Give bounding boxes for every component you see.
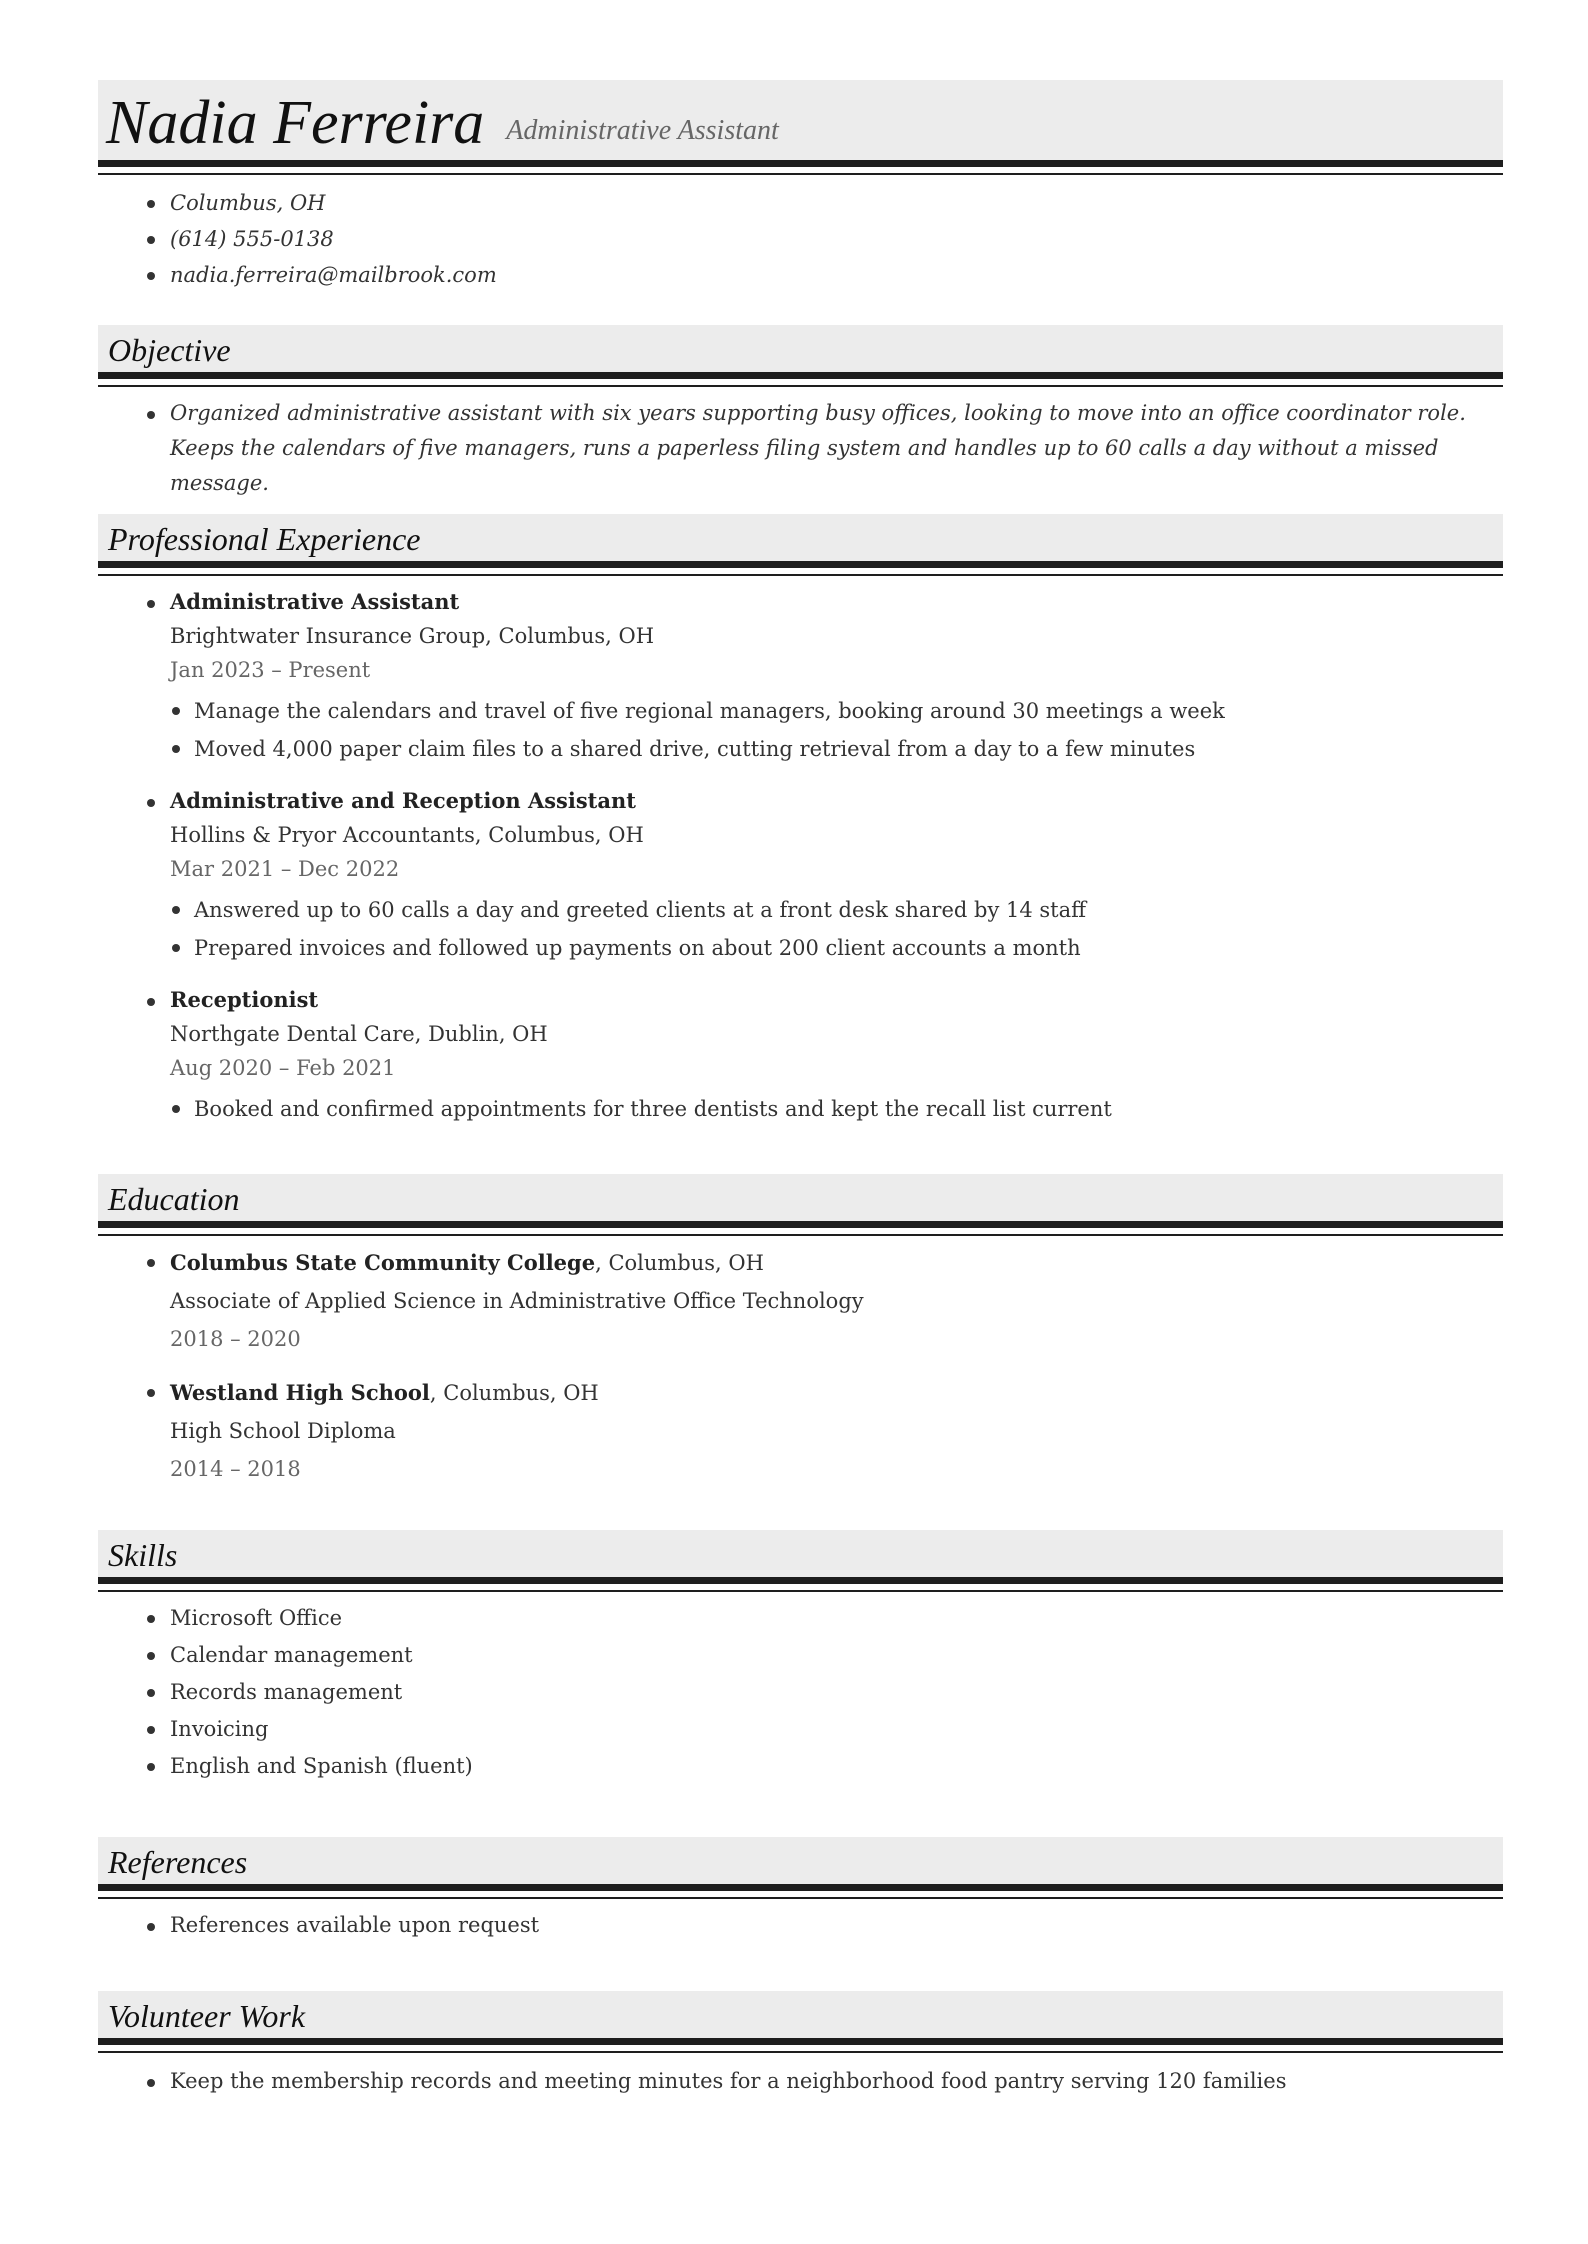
job-role: Receptionist <box>170 987 319 1012</box>
school-name: Columbus State Community College <box>170 1250 596 1275</box>
school-name: Westland High School <box>170 1380 430 1405</box>
objective-text: Organized administrative assistant with six years supporting busy offices, looking to move into an office coordinator role. Keeps the calendars of five managers, runs a paperless filing system and handles up to 60 calls a day without a missed message. <box>98 396 1503 501</box>
job-duty: Booked and confirmed appointments for three dentists and kept the recall list current <box>170 1090 1503 1128</box>
skill-item: Invoicing <box>98 1711 1503 1748</box>
volunteer-item: Keep the membership records and meeting minutes for a neighborhood food pantry serving 120 families <box>98 2064 1503 2098</box>
skills-heading: Skills <box>108 1537 178 1573</box>
job-duty: Moved 4,000 paper claim files to a shared drive, cutting retrieval from a day to a few minutes <box>170 730 1503 768</box>
contact-email: nadia.ferreira@mailbrook.com <box>98 257 1503 293</box>
references-heading: References <box>108 1844 248 1880</box>
skill-item: Calendar management <box>98 1637 1503 1674</box>
experience-list <box>98 585 1503 1144</box>
reference-item: References available upon request <box>98 1908 1503 1942</box>
volunteer-heading-band <box>98 1991 1503 2045</box>
header-band <box>98 80 1503 167</box>
job-dates: Jan 2023 – Present <box>170 658 371 682</box>
education-heading-band <box>98 1174 1503 1228</box>
references-list <box>98 1908 1503 1942</box>
job-organization: Northgate Dental Care, Dublin, OH <box>170 1022 548 1046</box>
job-duties <box>170 891 1503 967</box>
job-role: Administrative and Reception Assistant <box>170 788 636 813</box>
skill-item: Microsoft Office <box>98 1600 1503 1637</box>
job-organization: Brightwater Insurance Group, Columbus, OH <box>170 624 655 648</box>
education-dates: 2018 – 2020 <box>170 1327 301 1351</box>
experience-heading-band <box>98 514 1503 568</box>
candidate-name: Nadia Ferreira <box>106 89 485 157</box>
degree: Associate of Applied Science in Administrative Office Technology <box>170 1289 864 1313</box>
job-duty: Prepared invoices and followed up payments on about 200 client accounts a month <box>170 929 1503 967</box>
job-organization: Hollins & Pryor Accountants, Columbus, OH <box>170 823 644 847</box>
skills-heading-band <box>98 1530 1503 1584</box>
volunteer-heading: Volunteer Work <box>108 1998 306 2034</box>
education-list <box>98 1244 1503 1504</box>
volunteer-list <box>98 2064 1503 2098</box>
candidate-title: Administrative Assistant <box>506 115 779 146</box>
job-duties <box>170 1090 1503 1128</box>
objective-heading-band <box>98 325 1503 379</box>
references-heading-band <box>98 1837 1503 1891</box>
education-entry <box>98 1374 1503 1488</box>
education-heading: Education <box>108 1181 240 1217</box>
job-entry <box>98 784 1503 967</box>
contact-phone: (614) 555-0138 <box>98 221 1503 257</box>
school-location: , Columbus, OH <box>429 1381 599 1405</box>
skill-item: English and Spanish (fluent) <box>98 1748 1503 1785</box>
degree: High School Diploma <box>170 1419 396 1443</box>
job-duty: Answered up to 60 calls a day and greeted clients at a front desk shared by 14 staff <box>170 891 1503 929</box>
education-dates: 2014 – 2018 <box>170 1457 301 1481</box>
skill-item: Records management <box>98 1674 1503 1711</box>
job-duties <box>170 692 1503 768</box>
objective-heading: Objective <box>108 332 231 368</box>
job-dates: Mar 2021 – Dec 2022 <box>170 857 400 881</box>
job-entry <box>98 585 1503 768</box>
experience-heading: Professional Experience <box>108 521 421 557</box>
education-entry <box>98 1244 1503 1358</box>
skills-list <box>98 1600 1503 1785</box>
objective-list <box>98 396 1503 501</box>
job-entry <box>98 983 1503 1128</box>
contact-list <box>98 185 1503 293</box>
job-role: Administrative Assistant <box>170 589 460 614</box>
job-dates: Aug 2020 – Feb 2021 <box>170 1056 396 1080</box>
contact-location: Columbus, OH <box>98 185 1503 221</box>
job-duty: Manage the calendars and travel of five regional managers, booking around 30 meetings a week <box>170 692 1503 730</box>
school-location: , Columbus, OH <box>595 1251 764 1275</box>
